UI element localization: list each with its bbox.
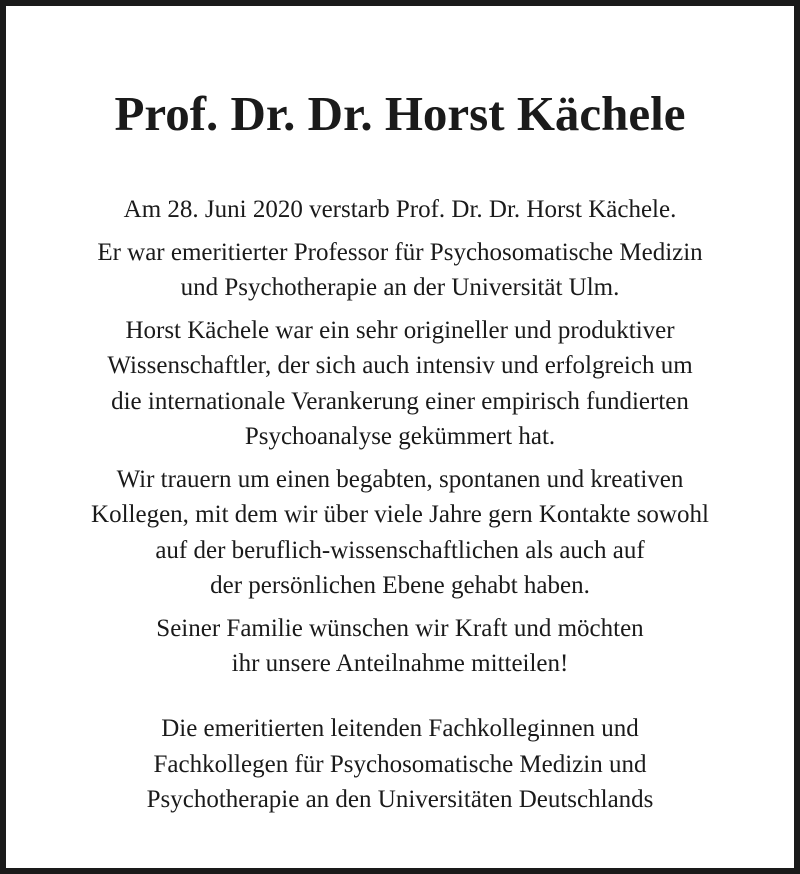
paragraph-scientific-work bbox=[26, 313, 774, 455]
text-line: und Psychotherapie an der Universität Ulm. bbox=[180, 274, 620, 301]
text-line: Kollegen, mit dem wir über viele Jahre gern Kontakte sowohl bbox=[91, 501, 709, 528]
notice-title: Prof. Dr. Dr. Horst Kächele bbox=[114, 86, 686, 141]
paragraph-condolences bbox=[26, 611, 774, 682]
signature-line: Psychotherapie an den Universitäten Deutschlands bbox=[146, 786, 654, 813]
notice-signature bbox=[26, 711, 774, 818]
text-line: Wissenschaftler, der sich auch intensiv und erfolgreich um bbox=[107, 352, 693, 379]
text-line: Er war emeritierter Professor für Psychosomatische Medizin bbox=[97, 238, 703, 266]
text-line: Psychoanalyse gekümmert hat. bbox=[244, 423, 556, 450]
text-line: Am 28. Juni 2020 verstarb Prof. Dr. Dr. Horst Kächele. bbox=[123, 196, 677, 223]
signature-line: Fachkollegen für Psychosomatische Medizin und bbox=[153, 750, 647, 778]
text-line: ihr unsere Anteilnahme mitteilen! bbox=[231, 650, 569, 677]
text-line: die internationale Verankerung einer empirisch fundierten bbox=[111, 387, 689, 415]
text-line: Seiner Familie wünschen wir Kraft und möchten bbox=[156, 614, 644, 642]
text-line: Wir trauern um einen begabten, spontanen und kreativen bbox=[116, 465, 684, 493]
text-line: auf der beruflich-wissenschaftlichen als auch auf bbox=[155, 536, 645, 564]
text-line: der persönlichen Ebene gehabt haben. bbox=[210, 572, 590, 599]
paragraph-professorship bbox=[26, 235, 774, 306]
signature-line: Die emeritierten leitenden Fachkolleginnen und bbox=[161, 715, 639, 742]
paragraph-mourning bbox=[26, 462, 774, 604]
notice-body bbox=[26, 192, 774, 689]
paragraph-death-announcement bbox=[26, 192, 774, 228]
text-line: Horst Kächele war ein sehr origineller und produktiver bbox=[125, 316, 675, 344]
